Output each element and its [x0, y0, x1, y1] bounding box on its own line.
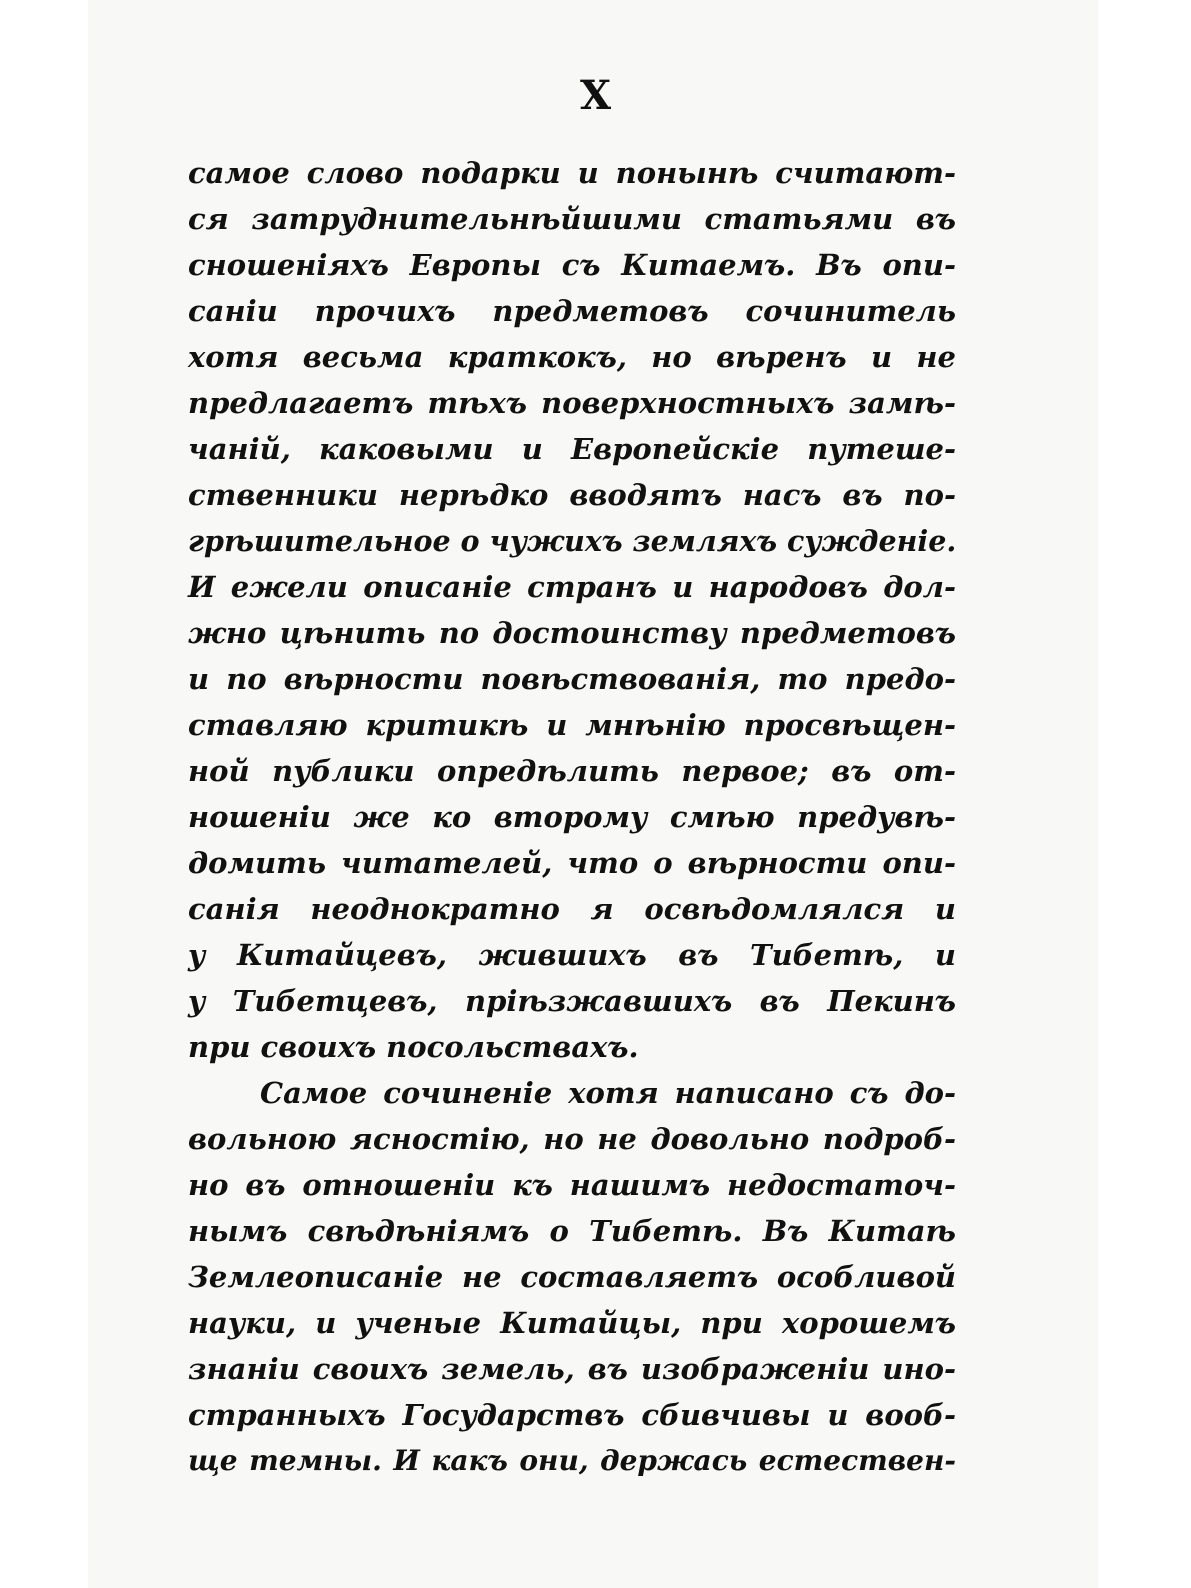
- text-line: у Тибетцевъ, прiѣзжавшихъ въ Пекинъ: [188, 984, 956, 1018]
- text-line: санiи прочихъ предметовъ сочинитель: [188, 294, 956, 328]
- text-line: науки, и ученые Китайцы, при хорошемъ: [188, 1306, 956, 1340]
- text-line: ственники нерѣдко вводятъ насъ въ по-: [188, 478, 956, 512]
- text-line: жно цѣнить по достоинству предметовъ: [188, 616, 956, 650]
- text-line: предлагаетъ тѣхъ поверхностныхъ замѣ-: [188, 386, 956, 420]
- text-line: домить читателей, что о вѣрности опи-: [188, 846, 956, 880]
- text-line: хотя весьма краткокъ, но вѣренъ и не: [188, 340, 956, 374]
- text-line: и по вѣрности повѣствованiя, то предо-: [188, 662, 956, 696]
- text-line: чанiй, каковыми и Европейскiе путеше-: [188, 432, 956, 466]
- text-line: Землеописанiе не составляетъ особливой: [188, 1260, 956, 1294]
- text-line: нымъ свѣдѣнiямъ о Тибетѣ. Въ Китаѣ: [188, 1214, 956, 1248]
- page-number: X: [579, 72, 612, 119]
- text-line: вольною ясностiю, но не довольно подроб-: [188, 1122, 956, 1156]
- paragraph-1: [188, 150, 956, 1070]
- text-line: у Китайцевъ, жившихъ въ Тибетѣ, и: [188, 938, 956, 972]
- text-line: знанiи своихъ земель, въ изображенiи ино-: [188, 1352, 956, 1386]
- text-line: санiя неоднократно я освѣдомлялся и: [188, 892, 956, 926]
- text-line: самое слово подарки и понынѣ считают-: [188, 156, 956, 190]
- text-line: И ежели описанiе странъ и народовъ дол-: [188, 570, 956, 604]
- text-line: сношенiяхъ Европы съ Китаемъ. Въ опи-: [188, 248, 956, 282]
- text-line: ставляю критикѣ и мнѣнiю просвѣщен-: [188, 708, 956, 742]
- text-line: Самое сочиненiе хотя написано съ до-: [260, 1076, 956, 1110]
- text-line: ной публики опредѣлить первое; въ от-: [188, 754, 956, 788]
- text-line: грѣшительное о чужихъ земляхъ сужденiе.: [188, 524, 957, 558]
- text-line: ношенiи же ко второму смѣю предувѣ-: [188, 800, 956, 834]
- text-line: но въ отношенiи къ нашимъ недостаточ-: [188, 1168, 956, 1202]
- paragraph-2: [188, 1070, 956, 1484]
- body-text: [188, 150, 956, 1484]
- text-line: странныхъ Государствъ сбивчивы и вооб-: [188, 1398, 956, 1432]
- text-line: при своихъ посольствахъ.: [188, 1030, 639, 1064]
- text-line: ся затруднительнѣйшими статьями въ: [188, 202, 956, 236]
- text-line: ще темны. И какъ они, держась естествен-: [188, 1444, 956, 1477]
